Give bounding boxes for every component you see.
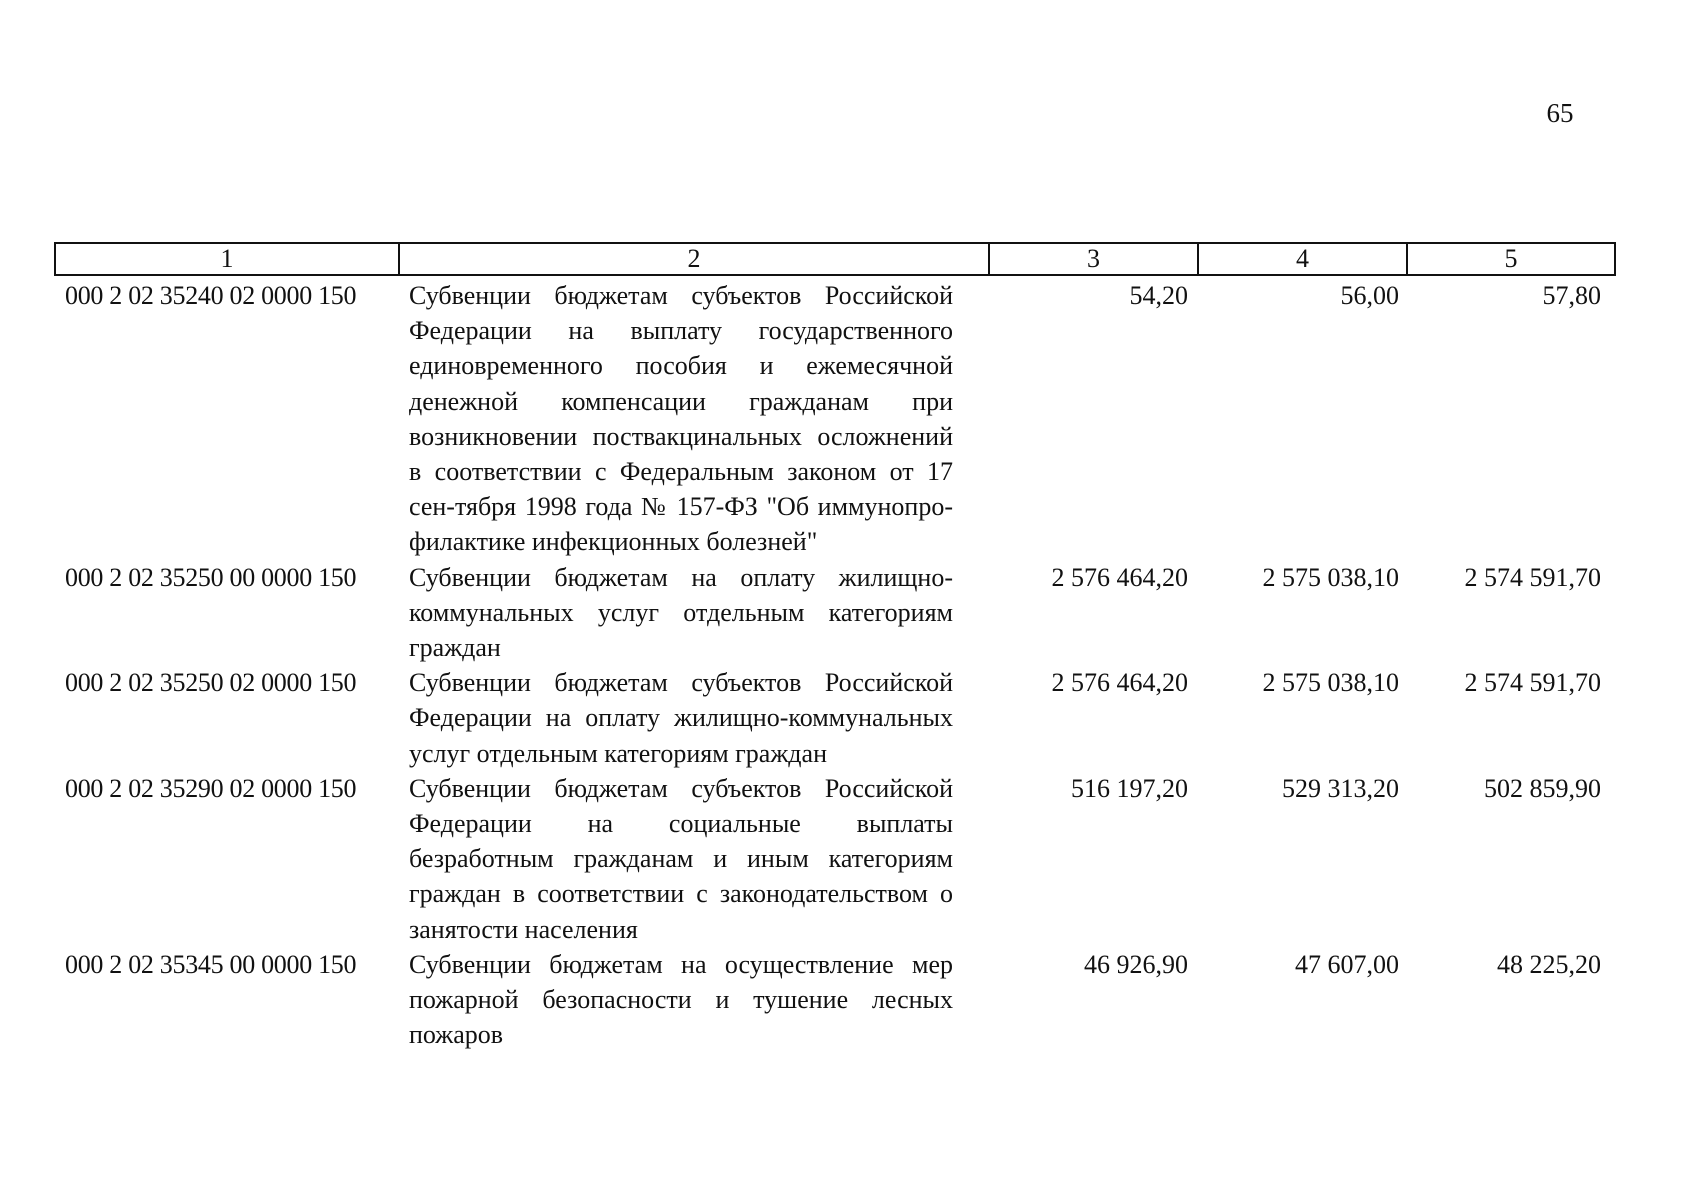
budget-item-name: Субвенции бюджетам субъектов Российской Федерации на социальные выплаты безработным гражданам и иным категориям граждан в соответствии с законодательством о занятости населения <box>409 773 953 944</box>
page-number: 65 <box>1546 98 1574 128</box>
amount-col-5: 2 574 591,70 <box>1464 562 1601 592</box>
amount-col-5: 57,80 <box>1542 281 1601 310</box>
table-header <box>55 243 1615 275</box>
amount-col-4: 529 313,20 <box>1282 773 1399 803</box>
column-header-5: 5 <box>1407 243 1615 275</box>
table-row <box>55 275 1615 560</box>
budget-code: 000 2 02 35250 00 0000 150 <box>65 562 357 592</box>
table-header-row <box>55 243 1615 275</box>
amount-col-4: 2 575 038,10 <box>1262 562 1399 592</box>
budget-code: 000 2 02 35290 02 0000 150 <box>65 773 357 803</box>
table-row <box>55 771 1615 947</box>
table-row <box>55 665 1615 771</box>
column-header-4: 4 <box>1198 243 1407 275</box>
amount-col-4: 2 575 038,10 <box>1262 668 1399 698</box>
amount-col-4: 56,00 <box>1340 281 1399 310</box>
amount-col-5: 2 574 591,70 <box>1464 668 1601 698</box>
budget-item-name: Субвенции бюджетам субъектов Российской Федерации на выплату государственного единовременного пособия и ежемесячной денежной компенсации гражданам при возникновении поствакцинальных осложнений в соответствии с Федеральным законом от 17 сен-тября 1998 года № 157-ФЗ "Об иммунопро-филактике инфекционных болезней" <box>409 281 953 557</box>
column-header-1: 1 <box>55 243 399 275</box>
budget-item-name: Субвенции бюджетам на оплату жилищно-коммунальных услуг отдельным категориям граждан <box>409 562 953 663</box>
budget-item-name: Субвенции бюджетам субъектов Российской Федерации на оплату жилищно-коммунальных услуг отдельным категориям граждан <box>409 668 953 768</box>
amount-col-3: 46 926,90 <box>1084 949 1188 979</box>
column-header-3: 3 <box>989 243 1198 275</box>
table-row <box>55 947 1615 1053</box>
amount-col-4: 47 607,00 <box>1295 949 1399 979</box>
amount-col-5: 48 225,20 <box>1497 949 1601 979</box>
amount-col-3: 54,20 <box>1129 281 1188 310</box>
table-body <box>55 275 1615 1052</box>
budget-code: 000 2 02 35250 02 0000 150 <box>65 668 357 698</box>
budget-code: 000 2 02 35240 02 0000 150 <box>65 281 357 310</box>
amount-col-3: 2 576 464,20 <box>1051 562 1188 592</box>
amount-col-3: 2 576 464,20 <box>1051 668 1188 698</box>
budget-code: 000 2 02 35345 00 0000 150 <box>65 949 357 979</box>
budget-item-name: Субвенции бюджетам на осуществление мер пожарной безопасности и тушение лесных пожаров <box>409 949 953 1050</box>
budget-table <box>54 242 1616 1052</box>
table-row <box>55 560 1615 666</box>
amount-col-5: 502 859,90 <box>1484 773 1601 803</box>
amount-col-3: 516 197,20 <box>1071 773 1188 803</box>
column-header-2: 2 <box>399 243 989 275</box>
